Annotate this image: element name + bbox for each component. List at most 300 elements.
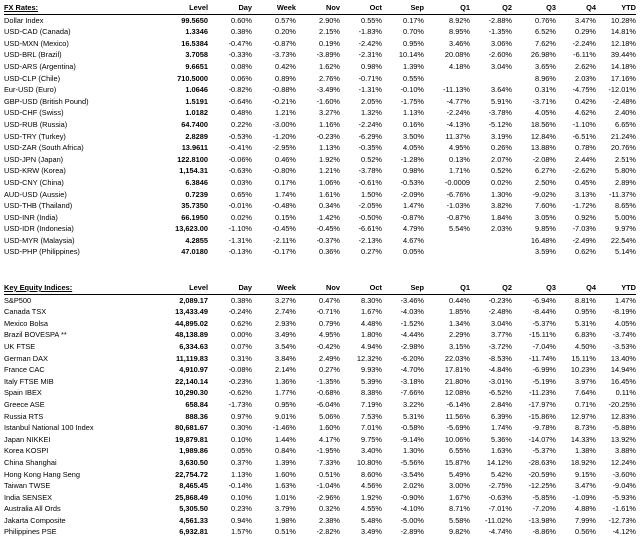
equity-pct-value: 5.49% — [449, 469, 470, 479]
equity-row-label: India SENSEX — [4, 492, 53, 502]
fx-level-value: 13,623.00 — [175, 224, 208, 234]
fx-pct-value — [470, 73, 512, 85]
fx-row-label: AUD-USD (Aussie) — [4, 189, 67, 199]
fx-col-header: Oct — [340, 2, 382, 14]
fx-row-label: GBP-USD (British Pound) — [4, 96, 89, 106]
equity-pct-value: -5.88% — [612, 423, 636, 433]
equity-pct-value: 3.84% — [275, 353, 296, 363]
equity-row-label: Philippines PSE — [4, 527, 57, 537]
equity-pct-value: -0.42% — [316, 341, 340, 351]
equity-pct-value: 5.31% — [403, 411, 424, 421]
fx-col-header: Nov — [296, 2, 340, 14]
fx-pct-value: -0.53% — [400, 177, 424, 187]
fx-pct-value: -3.73% — [272, 50, 296, 60]
fx-pct-value: -1.03% — [446, 201, 470, 211]
fx-pct-value: 7.62% — [535, 38, 556, 48]
fx-pct-value: 4.67% — [403, 235, 424, 245]
fx-pct-value: 0.42% — [575, 96, 596, 106]
equity-row-label: Italy FTSE MIB — [4, 376, 54, 386]
fx-pct-value: 5.14% — [615, 247, 636, 257]
fx-pct-value: 14.18% — [610, 61, 636, 71]
equity-table-row — [4, 294, 636, 306]
fx-level-value: 16.5384 — [181, 38, 208, 48]
fx-pct-value: 0.48% — [231, 108, 252, 118]
fx-pct-value: -0.45% — [272, 224, 296, 234]
equity-level-value: 48,138.89 — [175, 330, 208, 340]
equity-pct-value: 2.38% — [319, 515, 340, 525]
fx-pct-value: 0.17% — [275, 177, 296, 187]
fx-pct-value: -0.33% — [228, 50, 252, 60]
equity-row-label: Spain IBEX — [4, 388, 42, 398]
equity-pct-value: 3.79% — [275, 504, 296, 514]
equity-pct-value: 0.23% — [231, 504, 252, 514]
fx-col-header: Sep — [382, 2, 424, 14]
equity-pct-value: -7.04% — [532, 341, 556, 351]
equity-row-label: Brazil BOVESPA ** — [4, 330, 67, 340]
fx-pct-value: -1.20% — [272, 131, 296, 141]
fx-col-header: Q1 — [424, 2, 470, 14]
fx-pct-value: -1.60% — [316, 96, 340, 106]
fx-pct-value: -2.60% — [488, 50, 512, 60]
fx-pct-value: 20.76% — [610, 143, 636, 153]
equity-table-row — [4, 469, 636, 481]
equity-pct-value: 0.79% — [319, 318, 340, 328]
equity-row-label: UK FTSE — [4, 341, 36, 351]
equity-pct-value: 0.38% — [231, 295, 252, 305]
equity-pct-value: -0.23% — [228, 376, 252, 386]
equity-row-label: Istanbul National 100 Index — [4, 423, 94, 433]
fx-pct-value: -1.10% — [228, 224, 252, 234]
fx-pct-value: -0.13% — [228, 247, 252, 257]
fx-pct-value: -1.31% — [228, 235, 252, 245]
equity-level-value: 13,433.49 — [175, 307, 208, 317]
equity-pct-value: 1.44% — [275, 434, 296, 444]
fx-pct-value: 2.90% — [319, 15, 340, 25]
fx-pct-value: -0.87% — [400, 212, 424, 222]
equity-row-label: France CAC — [4, 365, 45, 375]
fx-level-value: 122.8100 — [177, 154, 208, 164]
equity-table-row — [4, 515, 636, 527]
equity-pct-value: 13.40% — [610, 353, 636, 363]
fx-pct-value: 18.56% — [530, 119, 556, 129]
equity-level-value: 25,868.49 — [175, 492, 208, 502]
fx-table-row — [4, 235, 636, 247]
fx-pct-value: -6.51% — [572, 131, 596, 141]
fx-pct-value: 3.82% — [491, 201, 512, 211]
fx-pct-value: 6.27% — [535, 166, 556, 176]
equity-pct-value: -2.82% — [316, 527, 340, 537]
fx-pct-value: -0.80% — [272, 166, 296, 176]
equity-pct-value: 4.94% — [361, 341, 382, 351]
equity-pct-value: 4.88% — [575, 504, 596, 514]
equity-pct-value: -8.19% — [612, 307, 636, 317]
equity-pct-value: 1.36% — [275, 376, 296, 386]
fx-pct-value: -11.13% — [443, 85, 470, 95]
fx-level-value: 1.0646 — [185, 85, 208, 95]
fx-pct-value: 2.03% — [575, 73, 596, 83]
fx-pct-value: 0.36% — [319, 247, 340, 257]
fx-section-title: FX Rates: — [4, 2, 152, 14]
fx-col-header: Q2 — [470, 2, 512, 14]
equity-level-value: 888.36 — [185, 411, 208, 421]
fx-pct-value: 3.47% — [575, 15, 596, 25]
equity-pct-value: 4.55% — [361, 504, 382, 514]
fx-rates-table — [4, 2, 636, 258]
equity-pct-value: 0.00% — [231, 330, 252, 340]
equity-pct-value: 0.07% — [231, 341, 252, 351]
fx-table-row — [4, 49, 636, 61]
fx-col-header: Level — [152, 2, 208, 14]
equity-indices-table — [4, 282, 636, 538]
equity-pct-value: 4.05% — [615, 318, 636, 328]
fx-pct-value: 2.50% — [535, 177, 556, 187]
equity-pct-value: -0.24% — [228, 307, 252, 317]
fx-pct-value: 0.89% — [275, 73, 296, 83]
equity-pct-value: 9.01% — [275, 411, 296, 421]
equity-level-value: 6,334.63 — [179, 341, 208, 351]
fx-pct-value: 0.55% — [361, 15, 382, 25]
equity-pct-value: -2.98% — [400, 341, 424, 351]
fx-pct-value: 20.08% — [444, 50, 470, 60]
equity-pct-value: -0.58% — [400, 423, 424, 433]
equity-pct-value: -6.14% — [446, 399, 470, 409]
equity-row-label: Korea KOSPI — [4, 446, 49, 456]
fx-level-value: 64.7400 — [181, 119, 208, 129]
fx-pct-value: 5.80% — [615, 166, 636, 176]
equity-pct-value: -1.09% — [572, 492, 596, 502]
equity-pct-value: -0.68% — [316, 388, 340, 398]
fx-pct-value: 0.02% — [491, 177, 512, 187]
fx-table-row — [4, 177, 636, 189]
fx-pct-value: -2.95% — [272, 143, 296, 153]
equity-level-value: 1,989.86 — [179, 446, 208, 456]
fx-table-row — [4, 107, 636, 119]
fx-pct-value: -9.02% — [532, 189, 556, 199]
fx-level-value: 2.8289 — [185, 131, 208, 141]
equity-pct-value: 5.42% — [491, 469, 512, 479]
fx-pct-value: -6.76% — [446, 189, 470, 199]
equity-header-row — [4, 282, 636, 294]
equity-pct-value: 10.80% — [356, 457, 382, 467]
fx-pct-value: 3.13% — [575, 189, 596, 199]
equity-pct-value: -3.60% — [612, 469, 636, 479]
fx-pct-value: 1.71% — [449, 166, 470, 176]
equity-col-header: Oct — [340, 282, 382, 294]
fx-col-header: Q3 — [512, 2, 556, 14]
fx-pct-value: 1.84% — [491, 212, 512, 222]
equity-pct-value: 0.30% — [231, 423, 252, 433]
fx-pct-value: 10.28% — [610, 15, 636, 25]
equity-level-value: 4,561.33 — [179, 515, 208, 525]
equity-pct-value: -3.46% — [400, 295, 424, 305]
fx-pct-value: 8.65% — [615, 201, 636, 211]
equity-table-row — [4, 434, 636, 446]
fx-pct-value: -4.75% — [572, 85, 596, 95]
equity-pct-value: 3.77% — [491, 330, 512, 340]
equity-pct-value: 6.83% — [575, 330, 596, 340]
equity-pct-value: 22.03% — [444, 353, 470, 363]
fx-pct-value: 0.29% — [575, 27, 596, 37]
equity-pct-value: 0.10% — [231, 434, 252, 444]
fx-pct-value: -12.01% — [608, 85, 636, 95]
fx-pct-value: 0.17% — [403, 15, 424, 25]
fx-row-label: USD-CAD (Canada) — [4, 27, 71, 37]
fx-level-value: 1.3346 — [185, 27, 208, 37]
equity-pct-value: -0.63% — [488, 492, 512, 502]
fx-row-label: USD-BRL (Brazil) — [4, 50, 62, 60]
fx-pct-value: 0.05% — [403, 247, 424, 257]
fx-pct-value: -2.88% — [488, 15, 512, 25]
equity-level-value: 44,895.02 — [175, 318, 208, 328]
equity-pct-value: -0.14% — [228, 481, 252, 491]
fx-pct-value: 17.16% — [610, 73, 636, 83]
equity-pct-value: 10.06% — [444, 434, 470, 444]
equity-pct-value: 6.39% — [491, 411, 512, 421]
fx-pct-value: -2.24% — [358, 119, 382, 129]
equity-pct-value: 3.49% — [361, 527, 382, 537]
fx-pct-value: 0.46% — [275, 154, 296, 164]
fx-row-label: USD-MYR (Malaysia) — [4, 235, 75, 245]
equity-pct-value: 1.85% — [449, 307, 470, 317]
equity-pct-value: 4.17% — [319, 434, 340, 444]
fx-pct-value: 2.62% — [575, 61, 596, 71]
fx-pct-value: 1.92% — [319, 154, 340, 164]
equity-pct-value: -3.53% — [612, 341, 636, 351]
fx-pct-value: -0.41% — [228, 143, 252, 153]
equity-pct-value: 12.32% — [356, 353, 382, 363]
equity-row-label: China Shanghai — [4, 457, 57, 467]
fx-row-label: USD-ZAR (South Africa) — [4, 143, 84, 153]
equity-pct-value: 1.38% — [575, 446, 596, 456]
equity-level-value: 11,119.83 — [175, 353, 208, 363]
equity-level-value: 2,089.17 — [179, 295, 208, 305]
equity-pct-value: -5.93% — [612, 492, 636, 502]
fx-table-row — [4, 26, 636, 38]
equity-pct-value: 1.80% — [361, 330, 382, 340]
equity-pct-value: -6.94% — [532, 295, 556, 305]
fx-pct-value: 4.18% — [449, 61, 470, 71]
fx-pct-value: -0.10% — [400, 85, 424, 95]
equity-table-row — [4, 411, 636, 423]
equity-pct-value: -7.01% — [488, 504, 512, 514]
fx-pct-value: 0.55% — [403, 73, 424, 83]
equity-pct-value: 0.47% — [319, 295, 340, 305]
equity-col-header: Sep — [382, 282, 424, 294]
equity-table-row — [4, 503, 636, 515]
equity-pct-value: 0.11% — [615, 388, 636, 398]
fx-pct-value: 4.95% — [449, 143, 470, 153]
equity-pct-value: 9.93% — [361, 365, 382, 375]
equity-pct-value: -11.02% — [485, 515, 512, 525]
fx-pct-value: -0.17% — [272, 247, 296, 257]
equity-row-label: Australia All Ords — [4, 504, 61, 514]
fx-pct-value: -0.88% — [272, 85, 296, 95]
fx-pct-value: 3.04% — [491, 61, 512, 71]
equity-pct-value: -2.89% — [400, 527, 424, 537]
fx-pct-value: 7.60% — [535, 201, 556, 211]
equity-pct-value: 1.60% — [319, 423, 340, 433]
fx-pct-value: -2.08% — [532, 154, 556, 164]
equity-pct-value: 1.39% — [275, 457, 296, 467]
equity-pct-value: 12.24% — [610, 457, 636, 467]
fx-pct-value: 39.44% — [610, 50, 636, 60]
fx-pct-value: 0.62% — [575, 247, 596, 257]
fx-pct-value — [424, 73, 470, 85]
fx-pct-value: 1.16% — [319, 119, 340, 129]
fx-pct-value: -0.87% — [446, 212, 470, 222]
equity-pct-value: 3.49% — [275, 330, 296, 340]
fx-pct-value: -0.64% — [228, 96, 252, 106]
fx-pct-value: 0.02% — [231, 212, 252, 222]
fx-pct-value: 16.48% — [530, 235, 556, 245]
equity-section-title: Key Equity Indices: — [4, 282, 152, 294]
equity-pct-value: 1.67% — [361, 307, 382, 317]
fx-pct-value: 8.92% — [449, 15, 470, 25]
equity-pct-value: 5.58% — [449, 515, 470, 525]
equity-pct-value: -6.20% — [400, 353, 424, 363]
fx-pct-value: 0.42% — [275, 61, 296, 71]
fx-pct-value: -0.61% — [358, 177, 382, 187]
equity-pct-value: -13.98% — [528, 515, 556, 525]
fx-table-row — [4, 142, 636, 154]
fx-pct-value: 0.60% — [231, 15, 252, 25]
equity-pct-value: -20.59% — [528, 469, 556, 479]
fx-row-label: USD-JPN (Japan) — [4, 154, 64, 164]
equity-pct-value: -2.75% — [488, 481, 512, 491]
fx-pct-value: -5.12% — [488, 119, 512, 129]
fx-level-value: 1.0182 — [185, 108, 208, 118]
fx-pct-value: -0.35% — [358, 143, 382, 153]
equity-pct-value: 0.51% — [275, 527, 296, 537]
fx-pct-value: 1.50% — [361, 189, 382, 199]
fx-pct-value: 1.13% — [319, 143, 340, 153]
fx-pct-value: -0.87% — [272, 38, 296, 48]
equity-level-value: 22,140.14 — [175, 376, 208, 386]
equity-pct-value: 3.88% — [615, 446, 636, 456]
equity-level-value: 3,630.50 — [179, 457, 208, 467]
equity-pct-value: 1.47% — [615, 295, 636, 305]
fx-pct-value: 1.30% — [491, 189, 512, 199]
fx-pct-value: -0.45% — [316, 224, 340, 234]
fx-pct-value: 0.65% — [231, 189, 252, 199]
equity-pct-value: -4.84% — [488, 365, 512, 375]
equity-pct-value: 3.47% — [575, 481, 596, 491]
fx-pct-value: -2.31% — [358, 50, 382, 60]
fx-table-row — [4, 212, 636, 224]
fx-pct-value: -2.24% — [446, 108, 470, 118]
equity-pct-value: 2.29% — [449, 330, 470, 340]
fx-pct-value: 0.78% — [575, 143, 596, 153]
equity-table-row — [4, 387, 636, 399]
fx-pct-value: 3.59% — [535, 247, 556, 257]
fx-pct-value: -0.21% — [272, 96, 296, 106]
equity-pct-value: 16.45% — [610, 376, 636, 386]
fx-pct-value: -3.89% — [316, 50, 340, 60]
fx-pct-value: 1.42% — [319, 212, 340, 222]
fx-row-label: USD-CNY (China) — [4, 177, 64, 187]
equity-pct-value: 7.53% — [361, 411, 382, 421]
fx-pct-value: 1.39% — [403, 61, 424, 71]
equity-pct-value: 5.36% — [491, 434, 512, 444]
fx-pct-value: 12.84% — [530, 131, 556, 141]
equity-pct-value: -0.08% — [228, 365, 252, 375]
equity-col-header: Q4 — [556, 282, 596, 294]
equity-pct-value: 5.06% — [319, 411, 340, 421]
equity-pct-value: 3.54% — [275, 341, 296, 351]
fx-pct-value: 0.13% — [449, 154, 470, 164]
equity-pct-value: 4.48% — [361, 318, 382, 328]
fx-pct-value: 2.44% — [575, 154, 596, 164]
fx-pct-value: 14.81% — [610, 27, 636, 37]
equity-pct-value: -5.19% — [532, 376, 556, 386]
equity-pct-value: 6.55% — [449, 446, 470, 456]
equity-row-label: Taiwan TWSE — [4, 481, 51, 491]
fx-table-row — [4, 154, 636, 166]
equity-pct-value: 4.50% — [575, 341, 596, 351]
equity-pct-value: 14.33% — [570, 434, 596, 444]
fx-pct-value: 0.70% — [403, 27, 424, 37]
fx-row-label: Dollar Index — [4, 15, 44, 25]
fx-pct-value: 0.08% — [231, 61, 252, 71]
fx-table-row — [4, 14, 636, 26]
equity-pct-value: -12.25% — [528, 481, 556, 491]
equity-table-row — [4, 353, 636, 365]
equity-pct-value: 0.56% — [575, 527, 596, 537]
equity-pct-value: -11.74% — [529, 353, 556, 363]
fx-pct-value: -11.37% — [609, 189, 636, 199]
fx-pct-value: -2.09% — [400, 189, 424, 199]
fx-pct-value: -0.48% — [272, 201, 296, 211]
fx-pct-value: -1.72% — [572, 201, 596, 211]
equity-table-body — [4, 294, 636, 538]
fx-pct-value: -4.13% — [446, 119, 470, 129]
equity-level-value: 19,879.81 — [175, 434, 208, 444]
equity-pct-value: 12.83% — [610, 411, 636, 421]
fx-table-row — [4, 131, 636, 143]
fx-pct-value: -0.82% — [228, 85, 252, 95]
equity-pct-value: 3.27% — [275, 295, 296, 305]
equity-pct-value: 14.94% — [610, 365, 636, 375]
fx-table-row — [4, 38, 636, 50]
fx-pct-value: -3.78% — [488, 108, 512, 118]
equity-pct-value: 4.56% — [361, 481, 382, 491]
fx-pct-value: 0.38% — [231, 27, 252, 37]
fx-pct-value: 9.85% — [535, 224, 556, 234]
fx-pct-value: 0.57% — [275, 15, 296, 25]
fx-table-row — [4, 165, 636, 177]
equity-pct-value: -0.62% — [228, 388, 252, 398]
equity-pct-value: 3.97% — [575, 376, 596, 386]
equity-pct-value: -6.99% — [532, 365, 556, 375]
fx-pct-value: -0.71% — [358, 73, 382, 83]
equity-pct-value: 1.92% — [361, 492, 382, 502]
fx-pct-value: 5.91% — [491, 96, 512, 106]
equity-pct-value: -4.10% — [400, 504, 424, 514]
equity-pct-value: 11.56% — [445, 411, 470, 421]
equity-level-value: 80,681.67 — [175, 423, 208, 433]
fx-row-label: USD-THB (Thailand) — [4, 201, 73, 211]
equity-level-value: 8,465.45 — [179, 481, 208, 491]
equity-pct-value: -0.90% — [400, 492, 424, 502]
equity-pct-value: -11.23% — [529, 388, 556, 398]
equity-table-row — [4, 306, 636, 318]
equity-pct-value: 9.75% — [361, 434, 382, 444]
fx-table-row — [4, 61, 636, 73]
equity-pct-value: 0.97% — [231, 411, 252, 421]
equity-table-row — [4, 399, 636, 411]
equity-pct-value: 1.74% — [491, 423, 512, 433]
equity-pct-value: -1.95% — [316, 446, 340, 456]
